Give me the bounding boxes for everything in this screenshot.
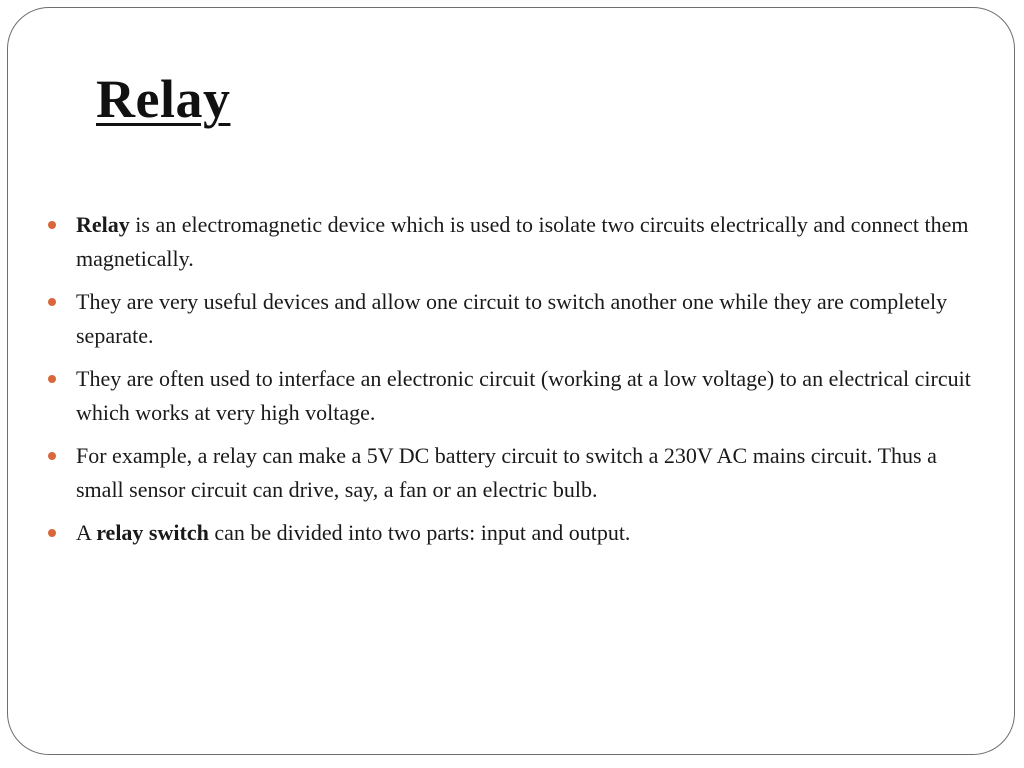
bullet-text: They are very useful devices and allow one circuit to switch another one while they are completely separate.: [76, 289, 948, 348]
bullet-dot-icon: [48, 298, 56, 306]
bullet-dot-icon: [48, 529, 56, 537]
bullet-dot-icon: [48, 452, 56, 460]
bullet-item: [48, 516, 978, 550]
bullet-bold-term: relay switch: [96, 520, 209, 545]
slide-title: Relay: [96, 69, 231, 129]
bullet-item: [48, 362, 978, 430]
bullet-item: [48, 439, 978, 507]
bullet-item: [48, 208, 978, 276]
bullet-text: They are often used to interface an electronic circuit (working at a low voltage) to an electrical circuit which works at very high voltage.: [76, 366, 971, 425]
bullet-text-post: can be divided into two parts: input and output.: [208, 520, 631, 545]
bullet-bold-term: Relay: [76, 212, 130, 237]
bullet-text: For example, a relay can make a 5V DC battery circuit to switch a 230V AC mains circuit. Thus a small sensor circuit can drive, say, a fan or an electric bulb.: [76, 443, 937, 502]
bullet-text-pre: A: [76, 520, 97, 545]
bullet-item: [48, 285, 978, 353]
bullet-dot-icon: [48, 375, 56, 383]
bullet-list: [48, 208, 978, 559]
bullet-dot-icon: [48, 221, 56, 229]
bullet-text: is an electromagnetic device which is used to isolate two circuits electrically and connect them magnetically.: [76, 212, 969, 271]
